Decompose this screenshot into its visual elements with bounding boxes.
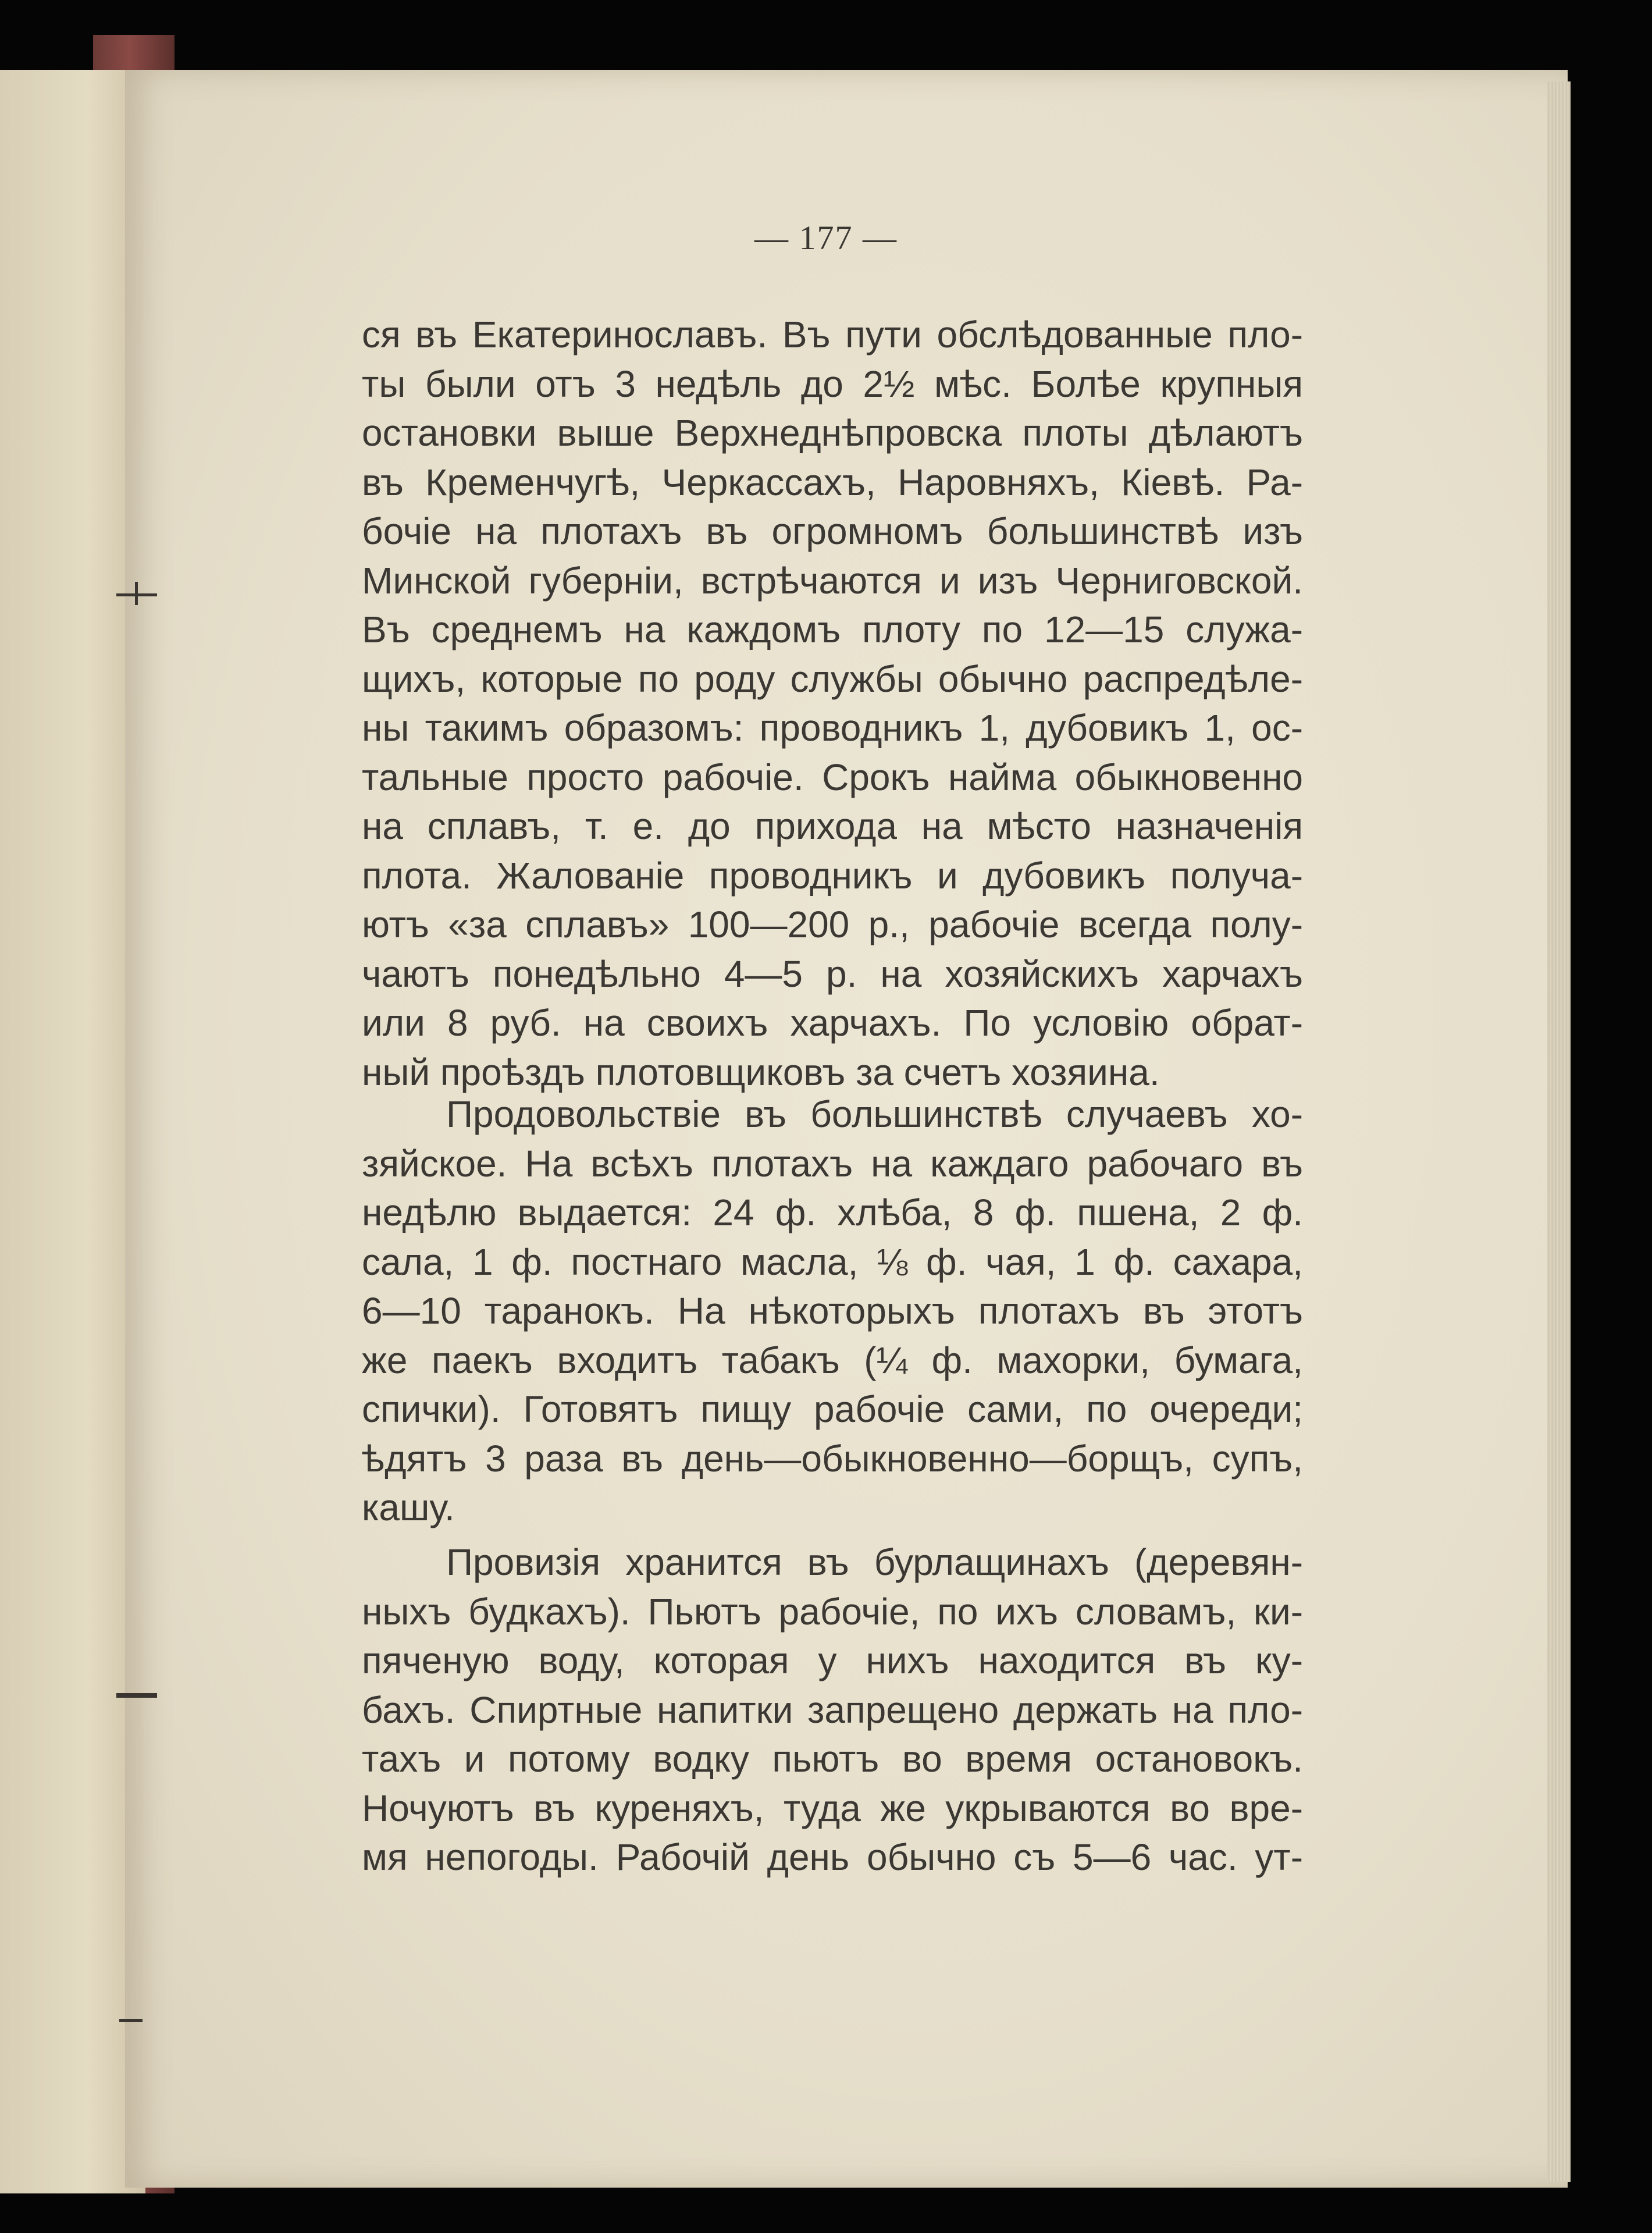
- paragraph-2: [362, 1090, 1303, 1532]
- paragraph-3: [362, 1538, 1303, 1882]
- text-line: чаютъ понедѣльно 4—5 р. на хозяйскихъ харчахъ: [362, 952, 1303, 995]
- text-line: недѣлю выдается: 24 ф. хлѣба, 8 ф. пшена, 2 ф.: [362, 1192, 1303, 1233]
- text-line: ѣдятъ 3 раза въ день—обыкновенно—борщъ, супъ,: [362, 1437, 1303, 1480]
- text-line: Минской губерніи, встрѣчаются и изъ Черниговской.: [362, 559, 1303, 602]
- margin-mark: [119, 2019, 143, 2022]
- text-line: спички). Готовятъ пищу рабочіе сами, по очереди;: [362, 1388, 1303, 1430]
- text-line: сала, 1 ф. постнаго масла, ⅛ ф. чая, 1 ф. сахара,: [362, 1240, 1303, 1283]
- text-line: ны такимъ образомъ: проводникъ 1, дубовикъ 1, ос-: [362, 707, 1303, 749]
- text-line: мя непогоды. Рабочій день обычно съ 5—6 час. ут-: [362, 1836, 1303, 1878]
- text-line: ныхъ будкахъ). Пьютъ рабочіе, по ихъ словамъ, ки-: [362, 1590, 1303, 1633]
- text-line: Въ среднемъ на каждомъ плоту по 12—15 служа-: [362, 609, 1303, 650]
- text-line: пяченую воду, которая у нихъ находится въ ку-: [362, 1640, 1303, 1681]
- page-stack-edge: [1547, 81, 1571, 2182]
- text-line: плота. Жалованіе проводникъ и дубовикъ получа-: [362, 854, 1303, 897]
- text-line: Ночуютъ въ куреняхъ, туда же укрываются во вре-: [362, 1787, 1303, 1829]
- left-page-edge: [0, 70, 145, 2193]
- text-line: бахъ. Спиртные напитки запрещено держать на пло-: [362, 1688, 1303, 1731]
- text-line: ты были отъ 3 недѣль до 2½ мѣс. Болѣе крупныя: [362, 362, 1303, 405]
- text-line: ся въ Екатеринославъ. Въ пути обслѣдованные пло-: [362, 314, 1303, 355]
- text-line: ный проѣздъ плотовщиковъ за счетъ хозяина.: [362, 1051, 1160, 1093]
- text-line: щихъ, которые по роду службы обычно распредѣле-: [362, 657, 1303, 700]
- text-line: зяйское. На всѣхъ плотахъ на каждаго рабочаго въ: [362, 1142, 1303, 1185]
- paragraph-1: [362, 310, 1303, 1097]
- page-number: — 177 —: [754, 219, 898, 257]
- text-line: Продовольствіе въ большинствѣ случаевъ хо-: [446, 1093, 1303, 1135]
- margin-mark: [116, 1693, 157, 1698]
- text-line: же паекъ входитъ табакъ (¼ ф. махорки, бумага,: [362, 1339, 1303, 1381]
- text-line: или 8 руб. на своихъ харчахъ. По условію обрат-: [362, 1002, 1303, 1044]
- text-line: ютъ «за сплавъ» 100—200 р., рабочіе всегда полу-: [362, 904, 1303, 945]
- text-line: остановки выше Верхнеднѣпровска плоты дѣлаютъ: [362, 412, 1303, 454]
- text-line: на сплавъ, т. е. до прихода на мѣсто назначенія: [362, 805, 1303, 847]
- text-line: кашу.: [362, 1487, 455, 1528]
- text-line: бочіе на плотахъ въ огромномъ большинствѣ изъ: [362, 510, 1303, 552]
- margin-mark: [135, 582, 138, 605]
- text-line: Провизія хранится въ бурлащинахъ (деревян-: [446, 1541, 1303, 1583]
- text-line: въ Кременчугѣ, Черкассахъ, Наровняхъ, Кіевѣ. Ра-: [362, 461, 1303, 503]
- text-line: 6—10 таранокъ. На нѣкоторыхъ плотахъ въ этотъ: [362, 1290, 1303, 1332]
- text-line: тальные просто рабочіе. Срокъ найма обыкновенно: [362, 756, 1303, 798]
- text-line: тахъ и потому водку пьютъ во время остановокъ.: [362, 1738, 1303, 1780]
